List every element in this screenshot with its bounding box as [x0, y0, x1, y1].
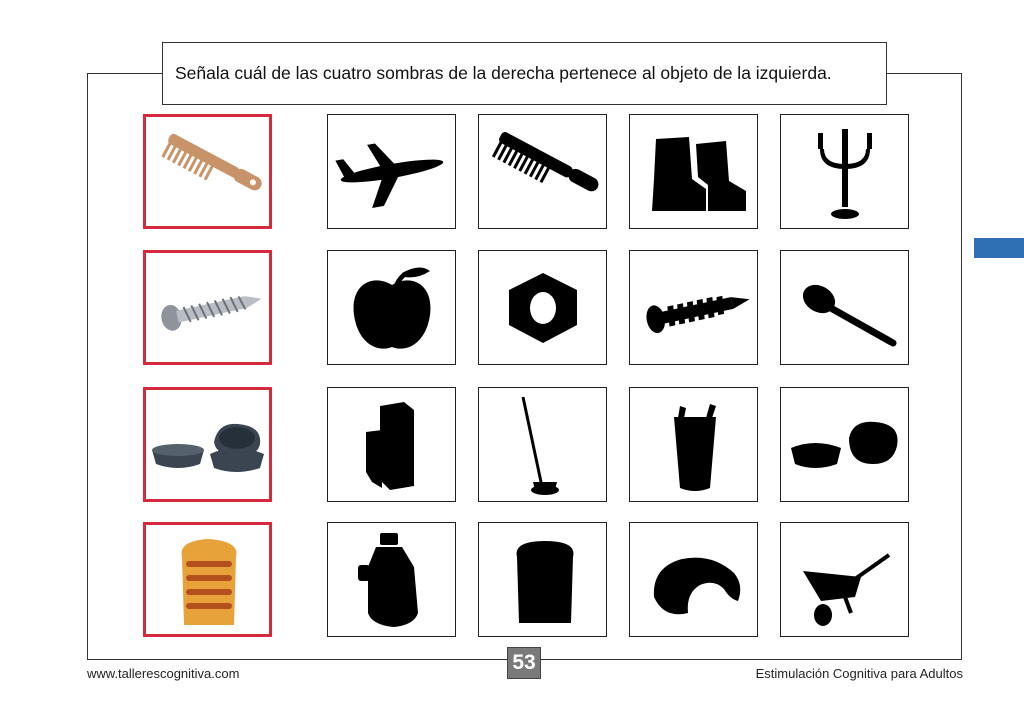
option-4-1[interactable]: [327, 522, 456, 637]
cup-silhouette-icon: [634, 392, 754, 497]
option-3-1[interactable]: [327, 387, 456, 502]
wheelbarrow-silhouette-icon: [785, 527, 905, 632]
side-tab: [974, 238, 1024, 258]
spoon-silhouette-icon: [785, 255, 905, 360]
option-2-2[interactable]: [478, 250, 607, 365]
option-4-3[interactable]: [629, 522, 758, 637]
bread-silhouette-icon: [483, 527, 603, 632]
croissant-silhouette-icon: [634, 527, 754, 632]
screw-silhouette-icon: [634, 255, 754, 360]
bottle-silhouette-icon: [332, 527, 452, 632]
option-1-1[interactable]: [327, 114, 456, 229]
target-toast: [143, 522, 272, 637]
target-tart-molds: [143, 387, 272, 502]
target-screw: [143, 250, 272, 365]
comb-silhouette-icon: [483, 119, 603, 224]
option-2-3[interactable]: [629, 250, 758, 365]
screw-icon: [148, 255, 268, 360]
option-2-1[interactable]: [327, 250, 456, 365]
option-3-3[interactable]: [629, 387, 758, 502]
option-1-2[interactable]: [478, 114, 607, 229]
tart-molds-icon: [148, 392, 268, 497]
apple-silhouette-icon: [332, 255, 452, 360]
toast-icon: [148, 527, 268, 632]
option-3-4[interactable]: [780, 387, 909, 502]
footer-website[interactable]: www.tallerescognitiva.com: [87, 666, 240, 681]
blocks-silhouette-icon: [332, 392, 452, 497]
option-4-2[interactable]: [478, 522, 607, 637]
tart-molds-silhouette-icon: [785, 392, 905, 497]
instruction-text: Señala cuál de las cuatro sombras de la derecha pertenece al objeto de la izquierda.: [175, 63, 832, 83]
target-comb: [143, 114, 272, 229]
candelabra-silhouette-icon: [785, 119, 905, 224]
comb-icon: [148, 119, 268, 224]
page-number: 53: [507, 647, 541, 679]
option-4-4[interactable]: [780, 522, 909, 637]
option-1-4[interactable]: [780, 114, 909, 229]
instruction-box: [162, 42, 887, 105]
airplane-silhouette-icon: [332, 119, 452, 224]
option-1-3[interactable]: [629, 114, 758, 229]
mop-silhouette-icon: [483, 392, 603, 497]
option-2-4[interactable]: [780, 250, 909, 365]
hex-nut-silhouette-icon: [483, 255, 603, 360]
footer-title: Estimulación Cognitiva para Adultos: [755, 666, 963, 681]
boots-silhouette-icon: [634, 119, 754, 224]
option-3-2[interactable]: [478, 387, 607, 502]
